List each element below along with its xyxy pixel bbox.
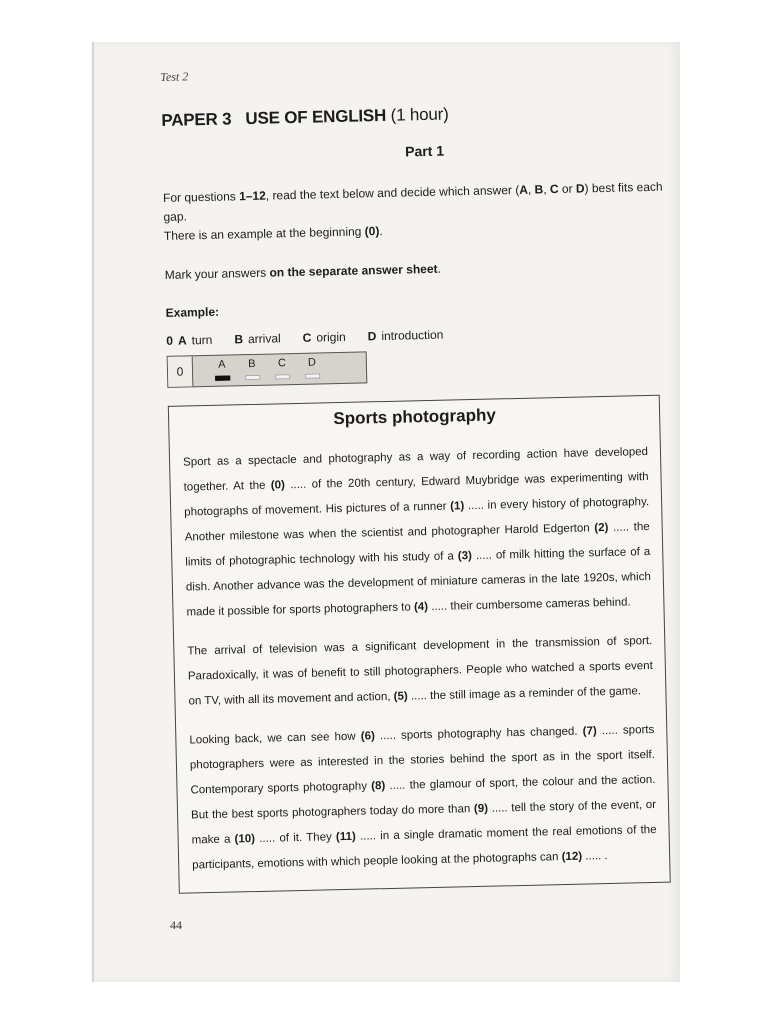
gap-10: (10) bbox=[234, 833, 256, 846]
example-label: Example: bbox=[165, 304, 220, 320]
gap-6: (6) bbox=[360, 730, 375, 743]
reading-text-box bbox=[168, 395, 671, 894]
paper-name: USE OF ENGLISH bbox=[245, 105, 387, 129]
instructions: For questions 1–12, read the text below and decide which answer (A, B, C or D) best fits each gap. There is an example at the beginning (0). bbox=[162, 179, 663, 243]
page-number: 44 bbox=[170, 918, 182, 932]
answer-box-number: 0 bbox=[168, 356, 194, 387]
answer-mark-empty bbox=[305, 373, 320, 378]
example-options bbox=[166, 322, 671, 347]
gap-1: (1) bbox=[450, 500, 465, 513]
gap-12: (12) bbox=[561, 850, 583, 864]
book-page bbox=[92, 42, 680, 982]
example-option-a: 0 A turn bbox=[166, 332, 213, 348]
running-header: Test 2 bbox=[160, 69, 189, 84]
answer-box-option-a: A bbox=[215, 356, 230, 386]
paper-number: PAPER 3 bbox=[161, 109, 232, 130]
example-answer-box bbox=[167, 351, 368, 388]
gap-8: (8) bbox=[371, 780, 386, 793]
text-paragraph-1: Sport as a spectacle and photography as a way of recording action have developed together. At the (0) ..... of the 20th century, Edward Muybridge was experimenting with photographs of movement. His pictures of a runner (1) ..... in every history of photography. Another milestone was when the scientist and photographer Harold Edgerton (2) ..... the limits of photographic technology with his study of a (3) ..... of milk hitting the surface of a dish. Another advance was the development of miniature cameras in the late 1920s, which made it possible for sports photographers to (4) ..... their cumbersome cameras behind. bbox=[182, 446, 651, 619]
example-option-b: B arrival bbox=[234, 331, 281, 347]
answer-box-option-c: C bbox=[275, 354, 290, 384]
text-paragraph-2: The arrival of television was a significant development in the transmission of sport. Paradoxically, it was of benefit to still photographers. People who watched a sports event on TV, with all its movement and action, (5) ..... the still image as a reminder of the game. bbox=[187, 634, 653, 708]
answer-box-letters bbox=[193, 353, 320, 386]
gap-9: (9) bbox=[473, 802, 489, 816]
text-paragraph-3: Looking back, we can see how (6) ..... sports photography has changed. (7) ..... sports photographers were as interested in the stories behind the sport as in the sport itself. Contemporary sports photography (8) ..... the glamour of sport, the colour and the action. But the best sports photographers today do more than (9) ..... tell the story of the event, or make a (10) ..... of it. They (11) ..... in a single dramatic moment the real emotions of the participants, emotions with which people looking at the photographs can (12) ..... . bbox=[189, 723, 657, 872]
answer-mark-empty bbox=[245, 375, 260, 380]
paper-duration: (1 hour) bbox=[390, 104, 449, 125]
example-option-d: D introduction bbox=[367, 327, 444, 344]
gap-5: (5) bbox=[393, 690, 408, 703]
question-range: 1–12 bbox=[238, 188, 266, 204]
gap-7: (7) bbox=[582, 725, 597, 738]
gap-4: (4) bbox=[413, 601, 429, 614]
gap-3: (3) bbox=[457, 550, 473, 563]
example-option-c: C origin bbox=[302, 329, 346, 345]
gap-2: (2) bbox=[594, 521, 609, 535]
part-title: Part 1 bbox=[404, 142, 445, 160]
answer-mark-filled bbox=[215, 376, 230, 381]
gap-11: (11) bbox=[335, 830, 356, 844]
text-title: Sports photography bbox=[333, 405, 497, 429]
gap-0: (0) bbox=[270, 479, 286, 492]
mark-instruction: Mark your answers on the separate answer sheet. bbox=[164, 261, 442, 282]
page-content bbox=[160, 51, 680, 894]
answer-box-option-d: D bbox=[305, 353, 320, 383]
paper-title bbox=[161, 100, 666, 131]
answer-mark-empty bbox=[275, 374, 290, 379]
answer-box-option-b: B bbox=[245, 355, 260, 385]
